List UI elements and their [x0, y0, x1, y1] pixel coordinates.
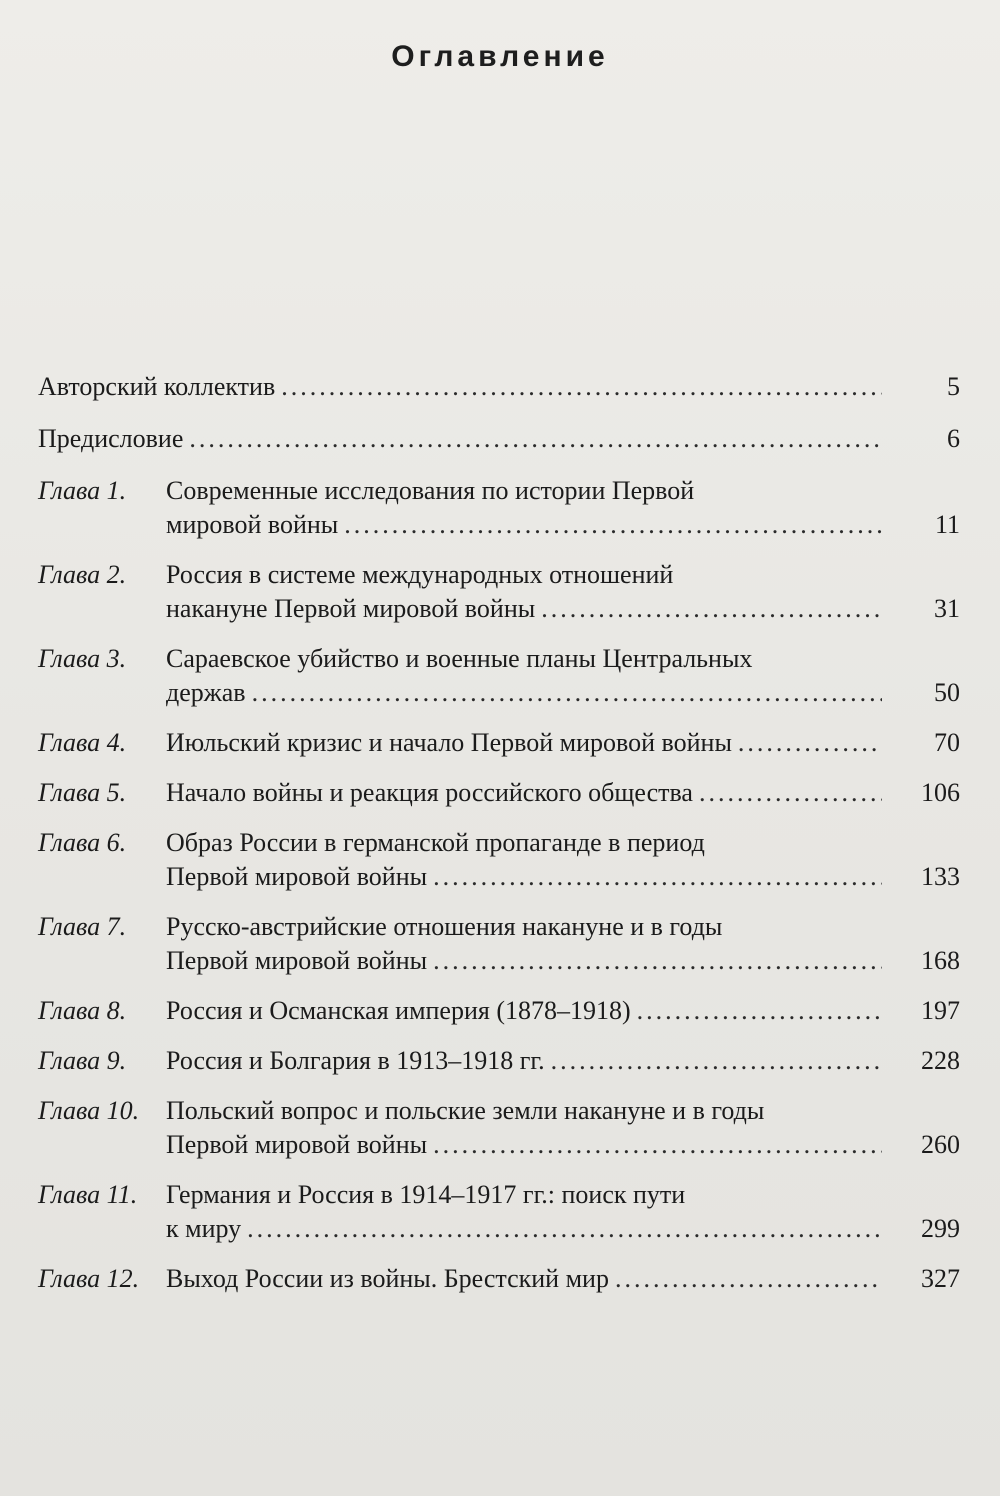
- dot-leader: [344, 508, 882, 542]
- toc-line: [166, 676, 960, 710]
- toc-line: [166, 642, 960, 676]
- toc-line: [166, 508, 960, 542]
- chapter-title: [166, 1178, 960, 1246]
- chapter-title: [166, 994, 960, 1028]
- chapter-title: [166, 776, 960, 810]
- page-number: 260: [921, 1130, 960, 1159]
- dot-leader: [551, 1044, 882, 1078]
- entry-title-text: к миру: [166, 1214, 242, 1243]
- chapter-label: Глава 2.: [38, 560, 127, 589]
- chapter-label: Глава 1.: [38, 476, 127, 505]
- entry-title-text: Первой мировой войны: [166, 862, 428, 891]
- dot-leader: [541, 592, 882, 626]
- toc-entry-chapter: [38, 994, 960, 1028]
- page-number: 11: [934, 510, 960, 539]
- toc-line: [166, 944, 960, 978]
- chapter-title: [166, 642, 960, 710]
- entry-title-text: Предисловие: [38, 424, 184, 453]
- page-number: 228: [921, 1046, 960, 1075]
- chapter-label: Глава 8.: [38, 996, 127, 1025]
- dot-leader: [637, 994, 882, 1028]
- chapter-label: Глава 7.: [38, 912, 127, 941]
- entry-title-text: Германия и Россия в 1914–1917 гг.: поиск пути: [166, 1180, 686, 1209]
- dot-leader: [252, 676, 882, 710]
- page-number: 299: [921, 1214, 960, 1243]
- toc-line: [166, 474, 960, 508]
- toc-line: [166, 1044, 960, 1078]
- entry-title-text: Русско-австрийские отношения накануне и в годы: [166, 912, 723, 941]
- toc-entry-chapter: [38, 1094, 960, 1162]
- toc-line: [166, 910, 960, 944]
- toc-entry-front-matter: [38, 422, 960, 456]
- page-number: 197: [921, 996, 960, 1025]
- dot-leader: [433, 944, 882, 978]
- entry-title-text: Польский вопрос и польские земли накануне и в годы: [166, 1096, 765, 1125]
- entry-title-text: Июльский кризис и начало Первой мировой войны: [166, 728, 732, 757]
- toc-entry-chapter: [38, 826, 960, 894]
- chapter-label: Глава 5.: [38, 778, 127, 807]
- toc-entry-chapter: [38, 1178, 960, 1246]
- toc-entry-chapter: [38, 726, 960, 760]
- entry-title-text: Сараевское убийство и военные планы Центральных: [166, 644, 753, 673]
- dot-leader: [433, 860, 882, 894]
- toc-entry-chapter: [38, 910, 960, 978]
- entry-title-text: мировой войны: [166, 510, 339, 539]
- dot-leader: [433, 1128, 882, 1162]
- page-number: 168: [921, 946, 960, 975]
- toc-line: [166, 1212, 960, 1246]
- page-number: 31: [934, 594, 960, 623]
- page-number: 106: [921, 778, 960, 807]
- chapter-title: [166, 558, 960, 626]
- toc-line: [166, 860, 960, 894]
- toc-entry-front-matter: [38, 370, 960, 404]
- page-number: 327: [921, 1264, 960, 1293]
- toc-line: [166, 1094, 960, 1128]
- page-title: Оглавление: [391, 40, 609, 73]
- chapter-label: Глава 10.: [38, 1096, 140, 1125]
- entry-title-text: Первой мировой войны: [166, 946, 428, 975]
- entry-title-text: Начало войны и реакция российского общества: [166, 778, 693, 807]
- entry-title-text: Образ России в германской пропаганде в период: [166, 828, 705, 857]
- toc-line: [166, 592, 960, 626]
- page-number: 5: [947, 372, 960, 401]
- entry-title-text: Авторский коллектив: [38, 372, 276, 401]
- toc-line: [166, 994, 960, 1028]
- toc-entry-chapter: [38, 558, 960, 626]
- chapter-title: [166, 826, 960, 894]
- toc-line: [166, 776, 960, 810]
- toc-entry-chapter: [38, 1262, 960, 1296]
- toc-entry-chapter: [38, 474, 960, 542]
- entry-title-text: Современные исследования по истории Первой: [166, 476, 695, 505]
- chapter-label: Глава 4.: [38, 728, 127, 757]
- chapter-label: Глава 9.: [38, 1046, 127, 1075]
- dot-leader: [738, 726, 882, 760]
- chapter-title: [166, 1044, 960, 1078]
- dot-leader: [699, 776, 882, 810]
- toc-entry-chapter: [38, 1044, 960, 1078]
- page-number: 70: [934, 728, 960, 757]
- dot-leader: [281, 370, 882, 404]
- entry-title-text: накануне Первой мировой войны: [166, 594, 536, 623]
- chapter-title: [166, 910, 960, 978]
- dot-leader: [247, 1212, 882, 1246]
- entry-title-text: Россия и Болгария в 1913–1918 гг.: [166, 1046, 545, 1075]
- chapter-title: [166, 1094, 960, 1162]
- entry-title-text: Выход России из войны. Брестский мир: [166, 1264, 609, 1293]
- entry-title-text: Россия в системе международных отношений: [166, 560, 674, 589]
- chapter-title: [166, 474, 960, 542]
- chapter-label: Глава 11.: [38, 1180, 138, 1209]
- toc-line: [166, 1128, 960, 1162]
- page-number: 6: [947, 424, 960, 453]
- entry-title-text: держав: [166, 678, 246, 707]
- toc-entry-chapter: [38, 776, 960, 810]
- toc-line: [166, 826, 960, 860]
- entry-title-text: Россия и Османская империя (1878–1918): [166, 996, 631, 1025]
- dot-leader: [615, 1262, 882, 1296]
- page-number: 133: [921, 862, 960, 891]
- chapter-title: [166, 1262, 960, 1296]
- dot-leader: [189, 422, 882, 456]
- entry-title-text: Первой мировой войны: [166, 1130, 428, 1159]
- table-of-contents: [38, 370, 960, 1312]
- toc-line: [166, 558, 960, 592]
- toc-line: [166, 726, 960, 760]
- toc-line: [166, 1262, 960, 1296]
- page-number: 50: [934, 678, 960, 707]
- toc-entry-chapter: [38, 642, 960, 710]
- toc-line: [166, 1178, 960, 1212]
- chapter-label: Глава 6.: [38, 828, 127, 857]
- chapter-title: [166, 726, 960, 760]
- chapter-label: Глава 12.: [38, 1264, 140, 1293]
- chapter-label: Глава 3.: [38, 644, 127, 673]
- toc-line: [38, 370, 960, 404]
- toc-line: [38, 422, 960, 456]
